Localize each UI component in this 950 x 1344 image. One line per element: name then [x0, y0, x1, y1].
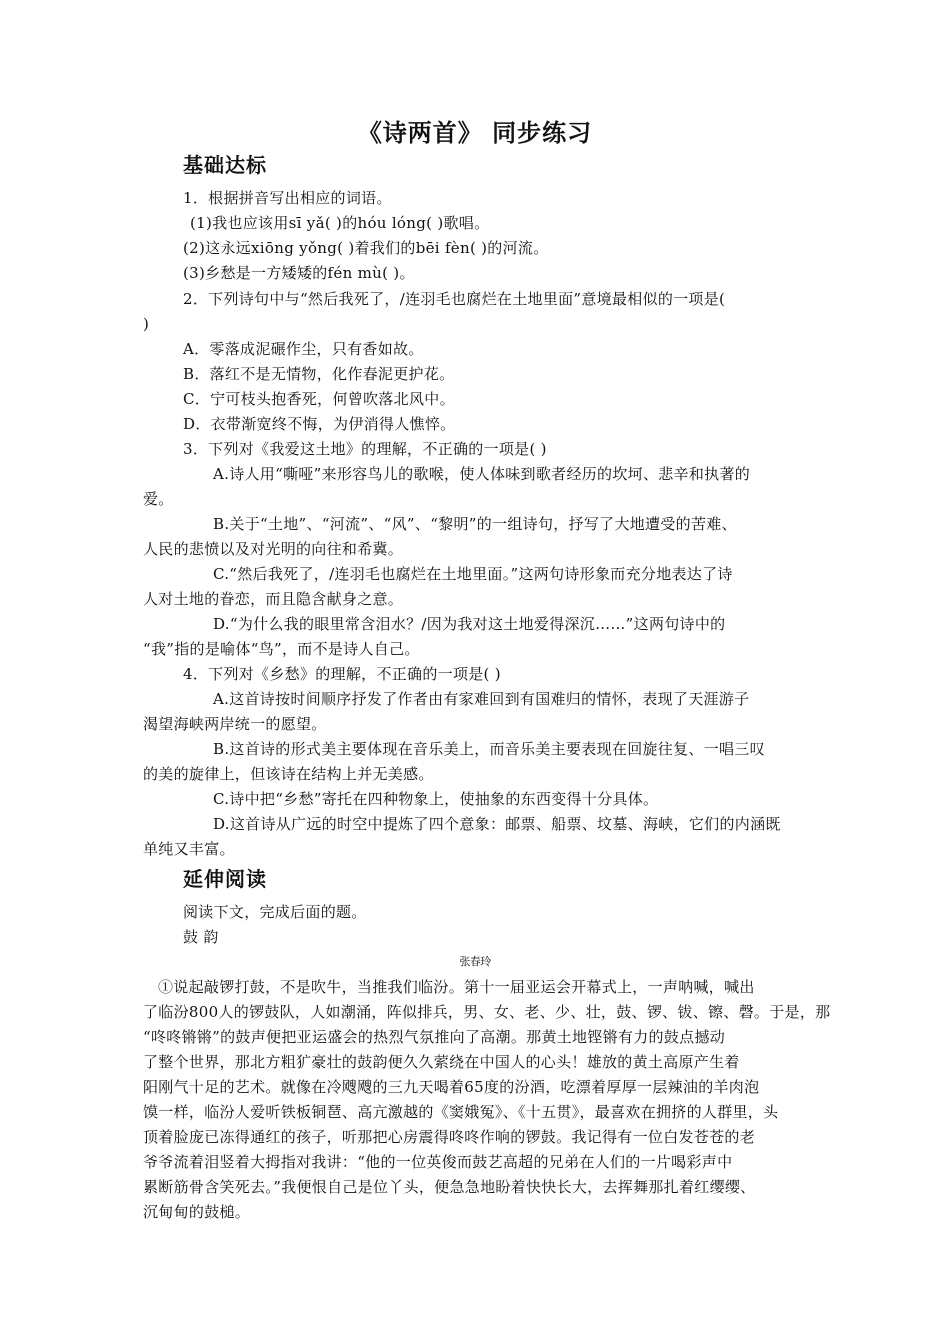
question-1-item-2: (2)这永远xiōng yǒng( )着我们的bēi fèn( )的河流。 — [183, 239, 549, 257]
passage-line: “咚咚锵锵”的鼓声便把亚运盛会的热烈气氛推向了高潮。那黄土地铿锵有力的鼓点撼动 — [143, 1028, 726, 1046]
question-4-option-d: D.这首诗从广远的时空中提炼了四个意象：邮票、船票、坟墓、海峡，它们的内涵既 — [213, 815, 781, 833]
question-3-option-a-cont: 爱。 — [143, 490, 174, 508]
question-3-option-c: C.“然后我死了，/连羽毛也腐烂在土地里面。”这两句诗形象而充分地表达了诗 — [213, 565, 733, 583]
reading-title: 鼓 韵 — [183, 928, 219, 946]
passage-line: 馍一样，临汾人爱听铁板铜琶、高亢激越的《窦娥冤》、《十五贯》，最喜欢在拥挤的人群里，头 — [143, 1103, 779, 1121]
question-3-option-b: B.关于“土地”、“河流”、“风”、“黎明”的一组诗句，抒写了大地遭受的苦难、 — [213, 515, 737, 533]
passage-line: 累断筋骨含笑死去。”我便恨自己是位丫头，便急急地盼着快快长大，去挥舞那扎着红缨缨、 — [143, 1178, 756, 1196]
question-3: 3．下列对《我爱这土地》的理解，不正确的一项是( ) — [183, 440, 547, 458]
question-2: 2．下列诗句中与“然后我死了，/连羽毛也腐烂在土地里面”意境最相似的一项是( — [183, 290, 726, 308]
page-title: 《诗两首》 同步练习 — [357, 119, 593, 147]
passage-line: 阳刚气十足的艺术。就像在冷飕飕的三九天喝着65度的汾酒，吃漂着厚厚一层辣油的羊肉泡 — [143, 1078, 760, 1096]
question-1-item-1: (1)我也应该用sī yǎ( )的hóu lóng( )歌唱。 — [190, 214, 490, 232]
reading-instruction: 阅读下文，完成后面的题。 — [183, 903, 367, 921]
question-3-option-d: D.“为什么我的眼里常含泪水？/因为我对这土地爱得深沉……”这两句诗中的 — [213, 615, 726, 633]
question-4: 4．下列对《乡愁》的理解，不正确的一项是( ) — [183, 665, 501, 683]
question-3-option-d-cont: “我”指的是喻体“鸟”，而不是诗人自己。 — [143, 640, 420, 658]
question-2-option-c: C．宁可枝头抱香死，何曾吹落北风中。 — [183, 390, 455, 408]
section-heading-reading: 延伸阅读 — [183, 867, 267, 891]
question-4-option-b: B.这首诗的形式美主要体现在音乐美上，而音乐美主要表现在回旋往复、一唱三叹 — [213, 740, 765, 758]
question-4-option-c: C.诗中把“乡愁”寄托在四种物象上，使抽象的东西变得十分具体。 — [213, 790, 659, 808]
question-3-option-c-cont: 人对土地的眷恋，而且隐含献身之意。 — [143, 590, 404, 608]
question-4-option-a: A.这首诗按时间顺序抒发了作者由有家难回到有国难归的情怀，表现了天涯游子 — [213, 690, 750, 708]
passage-line: 了临汾800人的锣鼓队，人如潮涌，阵似排兵，男、女、老、少、壮，鼓、锣、钹、镲、磬。于是，那 — [143, 1003, 831, 1021]
reading-author: 张春玲 — [459, 955, 491, 968]
passage-line: 了整个世界，那北方粗犷豪壮的鼓韵便久久萦绕在中国人的心头！雄放的黄土高原产生着 — [143, 1053, 740, 1071]
question-2-option-b: B．落红不是无情物，化作春泥更护花。 — [183, 365, 455, 383]
question-3-option-a: A.诗人用“嘶哑”来形容鸟儿的歌喉，使人体味到歌者经历的坎坷、悲辛和执著的 — [213, 465, 751, 483]
question-2-option-a: A．零落成泥碾作尘，只有香如故。 — [183, 340, 424, 358]
question-1-item-3: (3)乡愁是一方矮矮的fén mù( )。 — [183, 264, 415, 282]
passage-line: ①说起敲锣打鼓，不是吹牛，当推我们临汾。第十一届亚运会开幕式上，一声呐喊，喊出 — [158, 978, 755, 996]
passage-line: 爷爷流着泪竖着大拇指对我讲：“他的一位英俊而鼓艺高超的兄弟在人们的一片喝彩声中 — [143, 1153, 733, 1171]
question-4-option-a-cont: 渴望海峡两岸统一的愿望。 — [143, 715, 327, 733]
section-heading-basic: 基础达标 — [183, 153, 267, 177]
question-2-bracket: ) — [143, 315, 150, 333]
question-3-option-b-cont: 人民的悲愤以及对光明的向往和希冀。 — [143, 540, 404, 558]
question-1: 1．根据拼音写出相应的词语。 — [183, 189, 392, 207]
question-4-option-d-cont: 单纯又丰富。 — [143, 840, 235, 858]
question-4-option-b-cont: 的美的旋律上，但该诗在结构上并无美感。 — [143, 765, 434, 783]
passage-line: 沉甸甸的鼓槌。 — [143, 1203, 251, 1221]
passage-line: 顶着脸庞已冻得通红的孩子，听那把心房震得咚咚作响的锣鼓。我记得有一位白发苍苍的老 — [143, 1128, 756, 1146]
question-2-option-d: D．衣带渐宽终不悔，为伊消得人憔悴。 — [183, 415, 456, 433]
